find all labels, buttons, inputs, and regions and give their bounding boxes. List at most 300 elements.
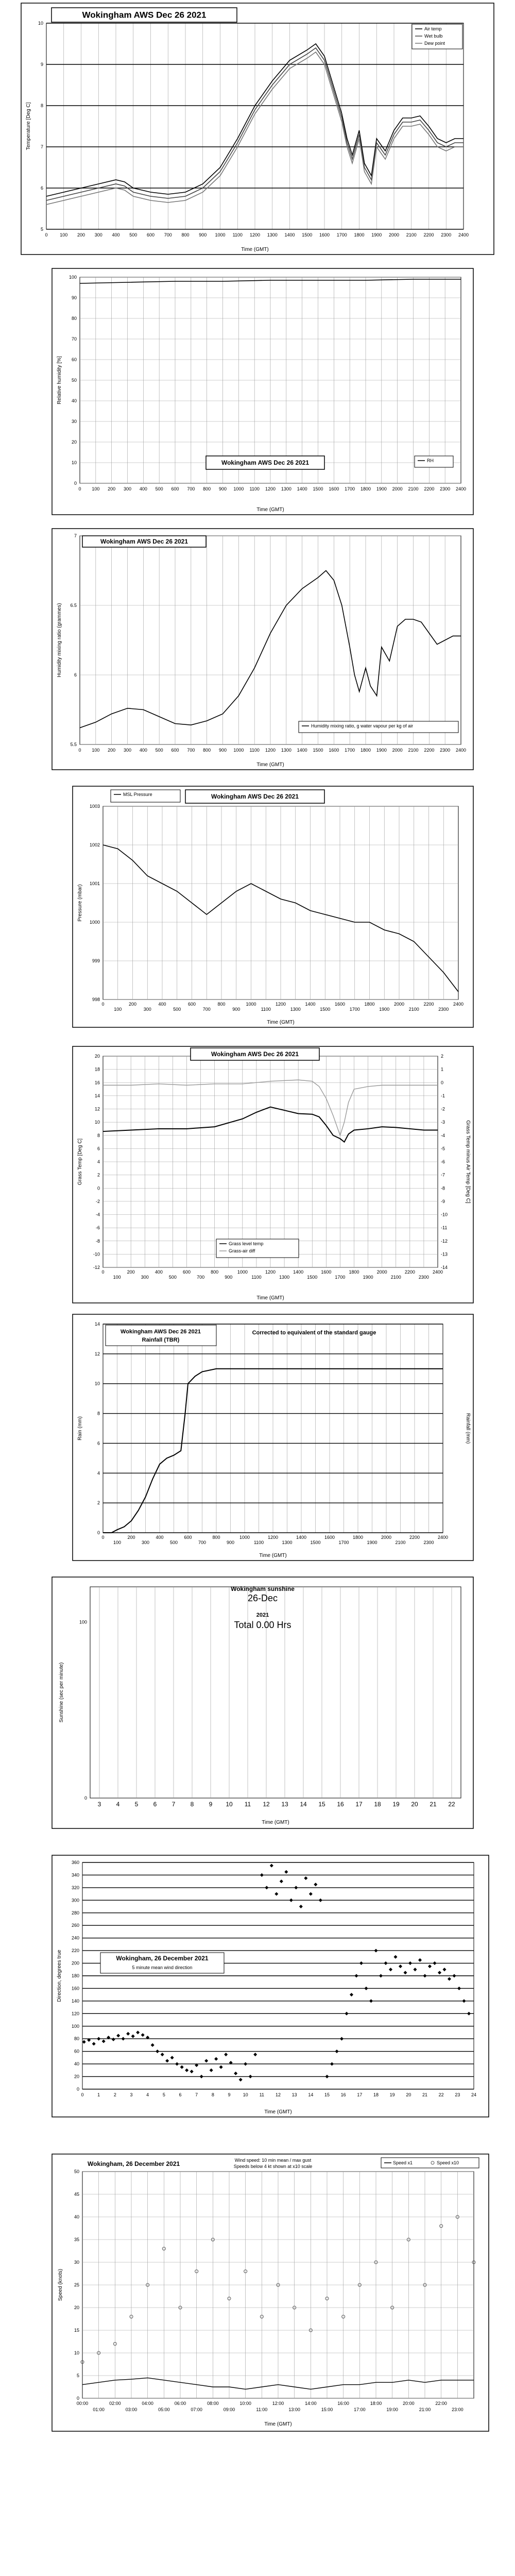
x-tick-label: 1900 (379, 1007, 390, 1012)
x-tick-label: 200 (127, 1269, 135, 1275)
x-tick-label: 400 (156, 1535, 164, 1540)
wind-speed-chart (52, 2154, 489, 2432)
x-tick-label: 1600 (334, 1002, 346, 1007)
legend-entry: Grass-air diff (229, 1248, 255, 1253)
legend-entry: Dew point (424, 41, 445, 46)
x-tick-label: 2200 (404, 1269, 415, 1275)
x-tick-label: 1700 (349, 1007, 360, 1012)
y-tick-label: 60 (71, 357, 77, 362)
y-tick-label: 5.5 (70, 742, 77, 747)
x-tick-label: 1300 (290, 1007, 301, 1012)
x-tick-label: 900 (225, 1275, 233, 1280)
y-tick-label: 6 (97, 1440, 100, 1446)
x-tick-label: 14 (300, 1801, 307, 1808)
x-tick-label: 1100 (251, 1275, 262, 1280)
x-tick-label: 1100 (249, 486, 260, 492)
y-tick-label: 8 (97, 1411, 100, 1416)
x-tick-label: 700 (164, 232, 172, 238)
x-tick-label: 17:00 (354, 2407, 366, 2412)
x-tick-label: 0 (101, 1535, 105, 1540)
x-tick-label: 300 (123, 486, 132, 492)
x-tick-label: 2400 (455, 486, 467, 492)
x-tick-label: 11:00 (256, 2407, 268, 2412)
x-tick-label: 1200 (265, 1269, 276, 1275)
x-tick-label: 12 (263, 1801, 270, 1808)
x-tick-label: 02:00 (109, 2401, 121, 2406)
x-tick-label: 500 (155, 748, 163, 753)
x-tick-label: 1300 (281, 486, 291, 492)
x-axis-label: Time (GMT) (241, 247, 269, 252)
x-tick-label: 2300 (423, 1540, 434, 1545)
x-tick-label: 100 (113, 1275, 121, 1280)
y-axis-label: Sunshine (sec per minute) (59, 1662, 64, 1723)
legend-entry: Speed x1 (393, 2160, 413, 2165)
y-tick-label: 7 (40, 144, 43, 149)
y-tick-label: 100 (71, 2023, 79, 2029)
x-tick-label: 400 (139, 748, 147, 753)
y-tick-label: 0 (76, 2087, 79, 2092)
x-tick-label: 2000 (381, 1535, 392, 1540)
chart-title: Wokingham AWS Dec 26 2021 (121, 1329, 201, 1335)
x-tick-label: 1900 (363, 1275, 373, 1280)
x-tick-label: 600 (187, 1002, 196, 1007)
y-tick-label: 160 (71, 1986, 79, 1991)
x-tick-label: 1100 (232, 232, 243, 238)
x-tick-label: 600 (182, 1269, 191, 1275)
x-tick-label: 300 (123, 748, 132, 753)
x-tick-label: 1400 (297, 748, 307, 753)
x-tick-label: 20:00 (403, 2401, 415, 2406)
y-tick-label-right: 1 (441, 1066, 444, 1072)
chart-subtitle-2: Speeds below 4 kt shown at x10 scale (233, 2164, 313, 2169)
x-tick-label: 2400 (437, 1535, 449, 1540)
chart-annotation: Corrected to equivalent of the standard gauge (252, 1330, 376, 1336)
x-tick-label: 2100 (408, 1007, 419, 1012)
x-tick-label: 1600 (324, 1535, 335, 1540)
y-tick-label: 30 (71, 419, 77, 424)
x-tick-label: 14:00 (305, 2401, 317, 2406)
x-tick-label: 600 (171, 748, 179, 753)
x-tick-label: 0 (45, 232, 48, 238)
x-tick-label: 800 (212, 1535, 220, 1540)
x-tick-label: 200 (127, 1535, 135, 1540)
y-tick-label-right: -4 (441, 1132, 445, 1138)
x-tick-label: 0 (81, 2092, 84, 2097)
y-axis-label-right: Rainfall (mm) (465, 1413, 471, 1444)
legend-box (415, 456, 453, 467)
y-tick-label: 360 (71, 1860, 79, 1865)
y-tick-label: 40 (71, 398, 77, 403)
x-tick-label: 04:00 (142, 2401, 153, 2406)
x-tick-label: 600 (184, 1535, 192, 1540)
y-axis-label: Relative humidity [%] (57, 356, 62, 404)
x-tick-label: 1800 (352, 1535, 364, 1540)
x-tick-label: 0 (78, 486, 81, 492)
y-tick-label: 340 (71, 1872, 79, 1878)
x-tick-label: 4 (116, 1801, 120, 1808)
x-tick-label: 1900 (376, 748, 387, 753)
x-tick-label: 6 (179, 2092, 182, 2097)
y-tick-label: 8 (97, 1132, 100, 1138)
x-tick-label: 18:00 (370, 2401, 382, 2406)
x-tick-label: 13:00 (288, 2407, 300, 2412)
x-tick-label: 0 (101, 1002, 105, 1007)
chart-title: Wokingham AWS Dec 26 2021 (100, 538, 188, 545)
y-tick-label: 70 (71, 336, 77, 342)
x-tick-label: 2100 (408, 748, 419, 753)
y-tick-label: 1000 (89, 920, 100, 925)
y-tick-label-right: -13 (441, 1251, 448, 1257)
x-tick-label: 08:00 (207, 2401, 219, 2406)
x-tick-label: 11 (259, 2092, 265, 2097)
x-axis-label: Time (GMT) (262, 1820, 289, 1825)
y-tick-label: 0 (74, 481, 77, 486)
y-tick-label: 100 (68, 275, 77, 280)
y-tick-label: 0 (97, 1185, 100, 1191)
y-tick-label-right: -8 (441, 1185, 445, 1191)
x-tick-label: 7 (171, 1801, 176, 1808)
y-tick-label: 14 (94, 1093, 100, 1098)
y-tick-label: 10 (94, 1381, 100, 1386)
x-tick-label: 13 (281, 1801, 288, 1808)
y-tick-label: -12 (93, 1265, 100, 1270)
y-tick-label: 999 (92, 958, 100, 963)
x-tick-label: 06:00 (174, 2401, 186, 2406)
x-tick-label: 24 (471, 2092, 477, 2097)
x-tick-label: 500 (169, 1540, 178, 1545)
y-tick-label: 30 (74, 2260, 79, 2265)
x-tick-label: 23:00 (452, 2407, 464, 2412)
chart-title: Wokingham AWS Dec 26 2021 (211, 793, 299, 800)
y-tick-label: 0 (76, 2396, 79, 2401)
x-tick-label: 1900 (371, 232, 382, 238)
y-tick-label: 6 (40, 185, 43, 191)
x-tick-label: 1900 (367, 1540, 377, 1545)
y-tick-label-right: -1 (441, 1093, 445, 1098)
x-tick-label: 700 (197, 1275, 205, 1280)
x-tick-label: 22 (438, 2092, 444, 2097)
y-tick-label: 60 (74, 2048, 79, 2054)
x-tick-label: 10 (243, 2092, 248, 2097)
x-tick-label: 5 (134, 1801, 139, 1808)
y-tick-label-right: -7 (441, 1172, 445, 1178)
x-tick-label: 16 (337, 1801, 344, 1808)
y-axis-label: Grass Temp [Deg C] (77, 1138, 83, 1185)
x-tick-label: 19:00 (386, 2407, 398, 2412)
x-tick-label: 8 (190, 1801, 194, 1808)
y-tick-label: 2 (97, 1172, 100, 1178)
x-tick-label: 2200 (409, 1535, 420, 1540)
x-tick-label: 2200 (424, 748, 435, 753)
x-tick-label: 800 (181, 232, 190, 238)
x-tick-label: 21:00 (419, 2407, 431, 2412)
x-axis-label: Time (GMT) (267, 1020, 295, 1025)
y-tick-label: 120 (71, 2011, 79, 2016)
x-tick-label: 16 (340, 2092, 346, 2097)
x-tick-label: 500 (168, 1275, 177, 1280)
x-tick-label: 1300 (279, 1275, 290, 1280)
y-tick-label: -4 (95, 1212, 100, 1217)
x-tick-label: 2100 (390, 1275, 401, 1280)
y-tick-label: 5 (76, 2373, 79, 2378)
x-tick-label: 1700 (345, 748, 355, 753)
x-tick-label: 1700 (338, 1540, 349, 1545)
x-tick-label: 2300 (418, 1275, 429, 1280)
y-tick-label: 90 (71, 295, 77, 300)
x-axis-label: Time (GMT) (264, 2109, 292, 2115)
x-tick-label: 1500 (320, 1007, 331, 1012)
x-tick-label: 600 (146, 232, 155, 238)
y-tick-label: -6 (95, 1225, 100, 1231)
x-tick-label: 3 (130, 2092, 133, 2097)
y-tick-label: 9 (40, 62, 43, 67)
x-tick-label: 1500 (313, 748, 323, 753)
x-tick-label: 00:00 (76, 2401, 89, 2406)
x-tick-label: 2100 (395, 1540, 406, 1545)
x-axis-label: Time (GMT) (256, 1295, 284, 1301)
y-tick-label: 260 (71, 1923, 79, 1928)
grass-temperature-chart (72, 1046, 474, 1303)
temperature-chart (21, 3, 494, 255)
x-tick-label: 100 (92, 486, 100, 492)
y-tick-label-right: 2 (441, 1054, 444, 1059)
x-tick-label: 2400 (455, 748, 467, 753)
x-tick-label: 2000 (388, 232, 400, 238)
x-axis-label: Time (GMT) (256, 507, 284, 513)
year-label: 2021 (256, 1612, 269, 1618)
x-tick-label: 1600 (329, 486, 339, 492)
sunshine-chart (52, 1577, 474, 1829)
legend-entry: Air temp (424, 26, 442, 31)
y-tick-label: -10 (93, 1251, 100, 1257)
y-tick-label: 20 (94, 1054, 100, 1059)
x-tick-label: 11 (244, 1801, 251, 1808)
y-tick-label: 35 (74, 2237, 79, 2242)
x-tick-label: 400 (154, 1269, 163, 1275)
x-tick-label: 21 (422, 2092, 428, 2097)
x-tick-label: 2200 (423, 1002, 434, 1007)
x-tick-label: 20 (411, 1801, 418, 1808)
y-tick-label: 200 (71, 1960, 79, 1966)
y-tick-label: 50 (71, 378, 77, 383)
x-tick-label: 9 (228, 2092, 231, 2097)
x-tick-label: 200 (108, 748, 116, 753)
x-tick-label: 6 (153, 1801, 157, 1808)
x-tick-label: 1000 (246, 1002, 256, 1007)
x-tick-label: 1800 (360, 486, 371, 492)
x-tick-label: 1400 (284, 232, 295, 238)
y-tick-label: 10 (94, 1120, 100, 1125)
x-tick-label: 1000 (233, 748, 244, 753)
chart-subtitle: Wind speed: 10 min mean / max gust (234, 2158, 312, 2163)
humidity-chart (52, 268, 474, 515)
x-tick-label: 1400 (296, 1535, 307, 1540)
y-tick-label: 220 (71, 1948, 79, 1954)
y-tick-label: 5 (40, 227, 43, 232)
x-tick-label: 500 (173, 1007, 181, 1012)
x-tick-label: 2200 (424, 486, 435, 492)
x-tick-label: 700 (198, 1540, 207, 1545)
y-tick-label: 80 (74, 2036, 79, 2042)
y-tick-label-right: -5 (441, 1146, 445, 1151)
y-tick-label: 80 (71, 316, 77, 321)
chart-title: Wokingham AWS Dec 26 2021 (211, 1050, 299, 1058)
y-tick-label: 14 (94, 1321, 100, 1327)
x-tick-label: 17 (357, 2092, 363, 2097)
x-tick-label: 12:00 (272, 2401, 284, 2406)
y-tick-label-right: -11 (441, 1225, 448, 1231)
y-tick-label: 1003 (89, 804, 100, 809)
legend-entry: Humidity mixing ratio, g water vapour per kg of air (311, 723, 414, 728)
x-tick-label: 100 (60, 232, 68, 238)
x-tick-label: 1000 (233, 486, 244, 492)
x-tick-label: 1800 (360, 748, 371, 753)
x-axis-label: Time (GMT) (256, 762, 284, 768)
x-tick-label: 23 (455, 2092, 460, 2097)
y-tick-label: 25 (74, 2282, 79, 2287)
x-tick-label: 200 (128, 1002, 137, 1007)
y-tick-label: 280 (71, 1910, 79, 1916)
x-tick-label: 900 (218, 486, 227, 492)
x-tick-label: 800 (203, 486, 211, 492)
x-tick-label: 2200 (423, 232, 434, 238)
x-tick-label: 1500 (302, 232, 313, 238)
x-tick-label: 500 (155, 486, 163, 492)
y-tick-label: 20 (74, 2074, 79, 2079)
x-tick-label: 17 (355, 1801, 363, 1808)
x-tick-label: 300 (94, 232, 102, 238)
y-tick-label: 1001 (89, 881, 100, 886)
legend-entry: MSL Pressure (123, 792, 152, 797)
x-tick-label: 16:00 (337, 2401, 349, 2406)
y-tick-label: 12 (94, 1106, 100, 1112)
x-tick-label: 1200 (265, 748, 276, 753)
x-tick-label: 07:00 (191, 2407, 202, 2412)
x-tick-label: 15 (318, 1801, 325, 1808)
x-tick-label: 800 (203, 748, 211, 753)
x-tick-label: 1900 (376, 486, 387, 492)
y-tick-label: 7 (74, 533, 77, 538)
x-tick-label: 2300 (438, 1007, 449, 1012)
y-tick-label: 20 (74, 2305, 79, 2310)
y-tick-label: 0 (97, 1530, 100, 1535)
x-tick-label: 200 (108, 486, 116, 492)
x-tick-label: 1000 (237, 1269, 248, 1275)
chart-title: Wokingham, 26 December 2021 (88, 2160, 180, 2167)
x-tick-label: 22:00 (435, 2401, 447, 2406)
y-axis-label: Rain (mm) (77, 1416, 83, 1440)
x-tick-label: 2400 (432, 1269, 443, 1275)
x-tick-label: 10:00 (239, 2401, 251, 2406)
x-tick-label: 1600 (321, 1269, 332, 1275)
x-tick-label: 2000 (393, 1002, 405, 1007)
legend-entry: Grass level temp (229, 1241, 264, 1246)
x-tick-label: 300 (141, 1275, 149, 1280)
legend-entry: RH (427, 458, 434, 463)
x-tick-label: 300 (143, 1007, 151, 1012)
y-tick-label: 320 (71, 1885, 79, 1890)
x-tick-label: 1200 (275, 1002, 286, 1007)
x-tick-label: 18 (373, 2092, 379, 2097)
y-tick-label: 1002 (89, 842, 100, 848)
x-tick-label: 1300 (282, 1540, 293, 1545)
x-tick-label: 2000 (376, 1269, 387, 1275)
chart-title: Wokingham sunshine (231, 1585, 295, 1592)
x-axis-label: Time (GMT) (264, 2421, 292, 2427)
x-tick-label: 14 (308, 2092, 314, 2097)
x-tick-label: 1200 (249, 232, 261, 238)
chart-title: Wokingham AWS Dec 26 2021 (82, 10, 207, 20)
x-tick-label: 1300 (281, 748, 291, 753)
x-tick-label: 200 (77, 232, 85, 238)
x-tick-label: 20 (406, 2092, 411, 2097)
chart-subtitle: 5 minute mean wind direction (132, 1965, 193, 1970)
x-tick-label: 2400 (458, 232, 469, 238)
y-axis-label: Direction, degrees true (57, 1950, 62, 2002)
x-tick-label: 2 (113, 2092, 116, 2097)
x-tick-label: 1100 (261, 1007, 271, 1012)
x-tick-label: 1400 (297, 486, 307, 492)
y-tick-label: 8 (40, 103, 43, 108)
x-tick-label: 9 (209, 1801, 213, 1808)
y-tick-label: 180 (71, 1973, 79, 1978)
x-tick-label: 03:00 (125, 2407, 138, 2412)
wind-direction-chart (52, 1855, 489, 2117)
x-tick-label: 2400 (453, 1002, 464, 1007)
x-tick-label: 100 (114, 1007, 122, 1012)
x-tick-label: 7 (195, 2092, 198, 2097)
y-tick-label: 10 (71, 460, 77, 465)
y-tick-label-right: -12 (441, 1238, 448, 1244)
mixing-ratio-chart (52, 528, 474, 770)
x-tick-label: 2000 (392, 748, 403, 753)
x-tick-label: 0 (101, 1269, 105, 1275)
chart-title: Wokingham AWS Dec 26 2021 (221, 459, 310, 466)
x-tick-label: 10 (226, 1801, 233, 1808)
y-tick-label: 45 (74, 2192, 79, 2197)
x-tick-label: 1700 (335, 1275, 346, 1280)
x-tick-label: 3 (97, 1801, 101, 1808)
x-tick-label: 1200 (265, 486, 276, 492)
x-tick-label: 1300 (267, 232, 278, 238)
y-tick-label: 18 (94, 1066, 100, 1072)
legend-entry: Speed x10 (437, 2160, 459, 2165)
y-tick-label: 100 (79, 1619, 87, 1625)
x-tick-label: 1800 (349, 1269, 359, 1275)
x-tick-label: 1100 (249, 748, 260, 753)
x-tick-label: 22 (448, 1801, 455, 1808)
y-tick-label: -2 (95, 1198, 100, 1204)
y-tick-label-right: -10 (441, 1212, 448, 1217)
x-tick-label: 1000 (239, 1535, 250, 1540)
x-tick-label: 700 (187, 748, 195, 753)
x-tick-label: 1100 (253, 1540, 264, 1545)
y-tick-label: -8 (95, 1238, 100, 1244)
x-tick-label: 12 (275, 2092, 281, 2097)
y-axis-label: Speed (knots) (58, 2268, 63, 2301)
x-tick-label: 600 (171, 486, 179, 492)
plot-area (90, 1587, 461, 1798)
x-tick-label: 1600 (329, 748, 339, 753)
x-tick-label: 2000 (392, 486, 403, 492)
x-tick-label: 1400 (305, 1002, 316, 1007)
x-tick-label: 400 (139, 486, 147, 492)
y-tick-label: 140 (71, 1998, 79, 2004)
pressure-chart (72, 786, 474, 1028)
x-tick-label: 700 (202, 1007, 211, 1012)
x-tick-label: 1500 (310, 1540, 321, 1545)
x-tick-label: 0 (78, 748, 81, 753)
